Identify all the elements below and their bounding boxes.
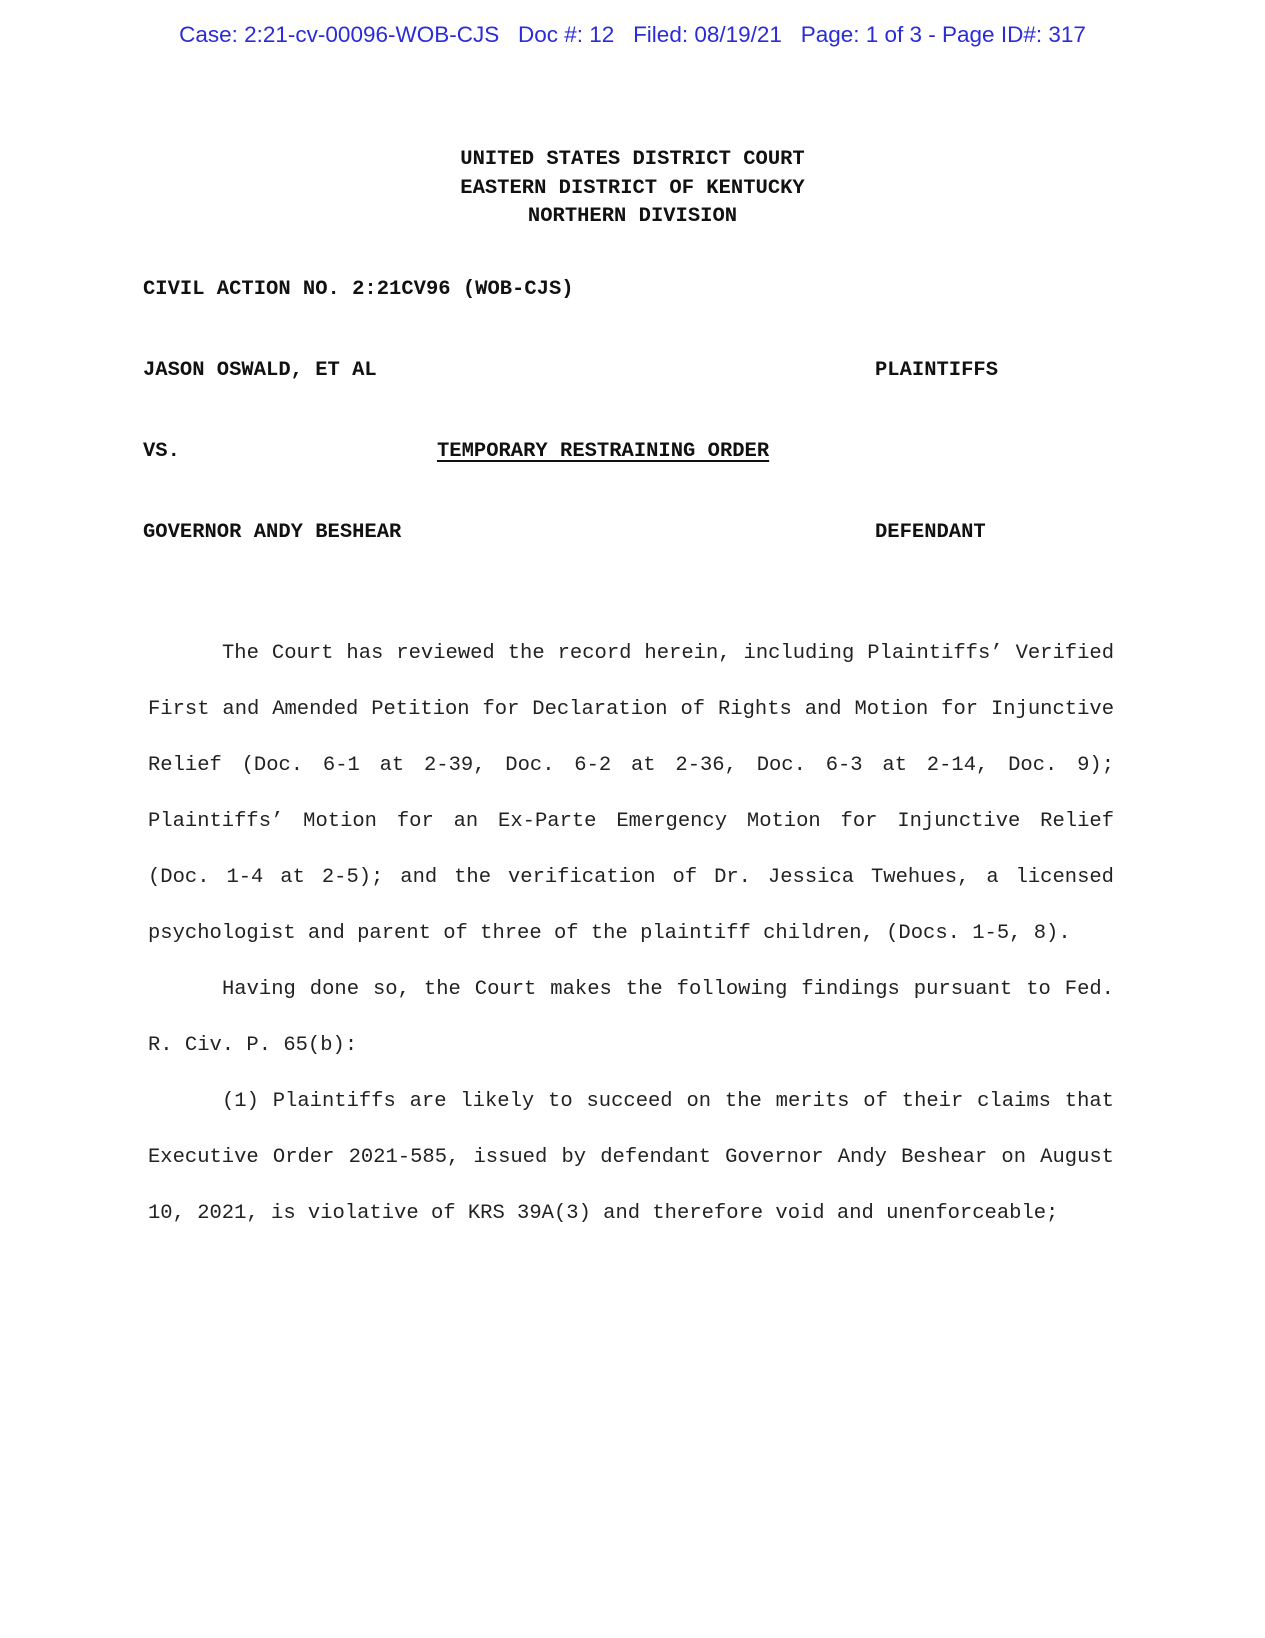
- filed-date: Filed: 08/19/21: [633, 22, 782, 47]
- case-number: Case: 2:21-cv-00096-WOB-CJS: [179, 22, 500, 47]
- doc-number: Doc #: 12: [517, 22, 615, 47]
- versus-label: VS.: [143, 440, 180, 463]
- filing-header-stamp: [0, 22, 1265, 48]
- court-division: NORTHERN DIVISION: [527, 205, 738, 228]
- court-heading: [0, 146, 1265, 232]
- court-district: EASTERN DISTRICT OF KENTUCKY: [460, 176, 805, 200]
- order-body: [148, 626, 1114, 1242]
- civil-action-number: CIVIL ACTION NO. 2:21CV96 (WOB-CJS): [143, 278, 574, 301]
- order-title: TEMPORARY RESTRAINING ORDER: [437, 440, 770, 463]
- paragraph-finding-1: (1) Plaintiffs are likely to succeed on the merits of their claims that Executive Order 2021-585, issued by defendant Governor Andy Beshear on August 10, 2021, is violative of KRS 39A(3) and therefore void and unenforceable;: [148, 1090, 1114, 1225]
- court-name: UNITED STATES DISTRICT COURT: [460, 148, 805, 171]
- plaintiff-role: PLAINTIFFS: [875, 359, 999, 382]
- plaintiff-name: JASON OSWALD, ET AL: [143, 359, 377, 382]
- defendant-role: DEFENDANT: [875, 521, 986, 544]
- paragraph-record-review: The Court has reviewed the record herein, including Plaintiffs’ Verified First and Amended Petition for Declaration of Rights and Motion for Injunctive Relief (Doc. 6-1 at 2-39, Doc. 6-2 at 2-36, Doc. 6-3 at 2-14, Doc. 9); Plaintiffs’ Motion for an Ex-Parte Emergency Motion for Injunctive Relief (Doc. 1-4 at 2-5); and the verification of Dr. Jessica Twehues, a licensed psychologist and parent of three of the plaintiff children, (Docs. 1-5, 8).: [148, 642, 1114, 945]
- defendant-name: GOVERNOR ANDY BESHEAR: [143, 521, 402, 544]
- paragraph-findings-intro: Having done so, the Court makes the following findings pursuant to Fed. R. Civ. P. 65(b):: [148, 978, 1114, 1057]
- page-info: Page: 1 of 3 - Page ID#: 317: [800, 22, 1086, 47]
